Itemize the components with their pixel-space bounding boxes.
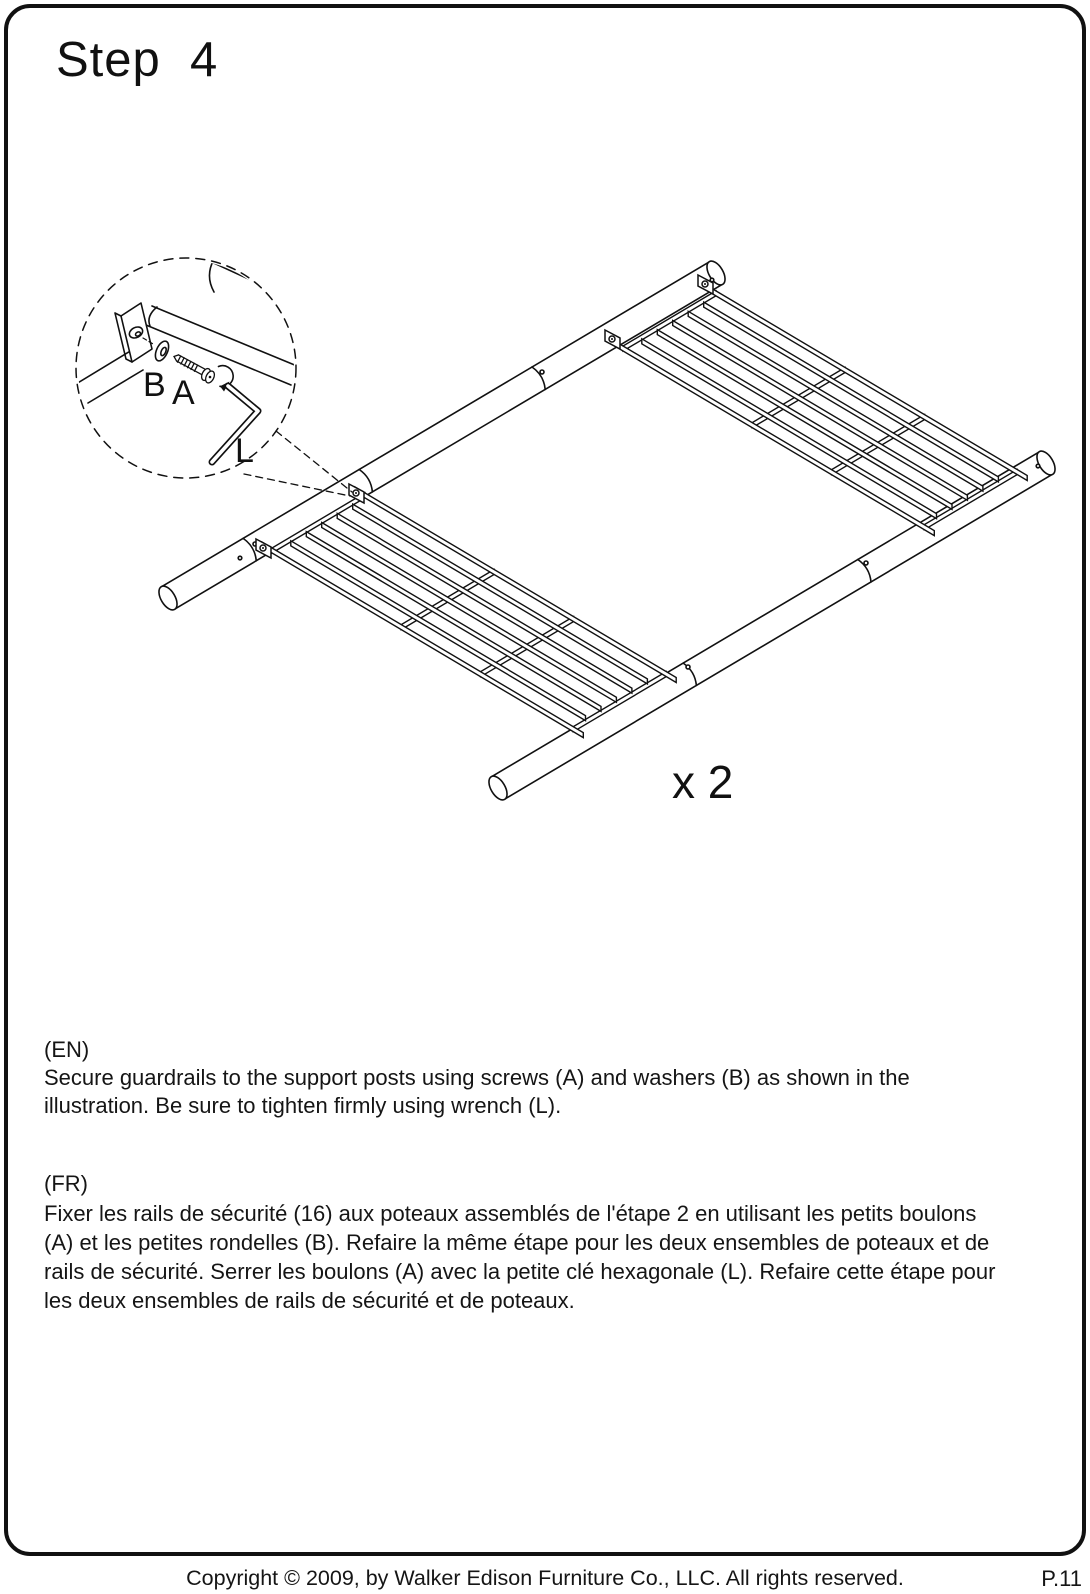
screw-dot [864, 561, 868, 565]
screw-dot [540, 370, 544, 374]
washer-detail [153, 339, 172, 363]
label-screw: A [172, 374, 195, 412]
en-line: illustration. Be sure to tighten firmly using wrench (L). [44, 1093, 562, 1118]
guardrail-top [613, 285, 1027, 536]
bar [642, 339, 937, 519]
screw-dot [686, 665, 690, 669]
bar [337, 513, 632, 693]
callout-circle [76, 258, 296, 478]
fr-line: Fixer les rails de sécurité (16) aux poteaux assemblés de l'étape 2 en utilisant les petits boulons [44, 1201, 977, 1226]
bar [673, 321, 968, 501]
fr-line: les deux ensembles de rails de sécurité et de poteaux. [44, 1288, 575, 1313]
bar [657, 330, 952, 510]
bar [322, 523, 617, 703]
bracket-plate-detail [115, 303, 152, 362]
page-number: P.11 [1041, 1566, 1082, 1591]
bar [688, 311, 983, 491]
guardrail-bottom [262, 487, 676, 738]
en-line: Secure guardrails to the support posts using screws (A) and washers (B) as shown in the [44, 1065, 910, 1090]
fr-line: (A) et les petites rondelles (B). Refaire la même étape pour les deux ensembles de poteaux et de [44, 1230, 990, 1255]
step-title: Step 4 [56, 33, 219, 87]
bar [306, 532, 601, 712]
fr-line: rails de sécurité. Serrer les boulons (A) avec la petite clé hexagonale (L). Refaire cette étape pour [44, 1259, 996, 1284]
label-wrench: L [235, 432, 254, 470]
copyright-notice: Copyright © 2009, by Walker Edison Furniture Co., LLC. All rights reserved. [186, 1566, 904, 1590]
label-washer: B [143, 366, 166, 404]
quantity-label: x 2 [672, 756, 734, 808]
screw-dot [238, 556, 242, 560]
bar [291, 541, 586, 721]
fr-label: (FR) [44, 1171, 88, 1196]
bar [353, 504, 648, 684]
screw-dot [1036, 464, 1040, 468]
detail-callout [76, 256, 352, 496]
en-label: (EN) [44, 1037, 90, 1062]
bar [704, 302, 999, 482]
